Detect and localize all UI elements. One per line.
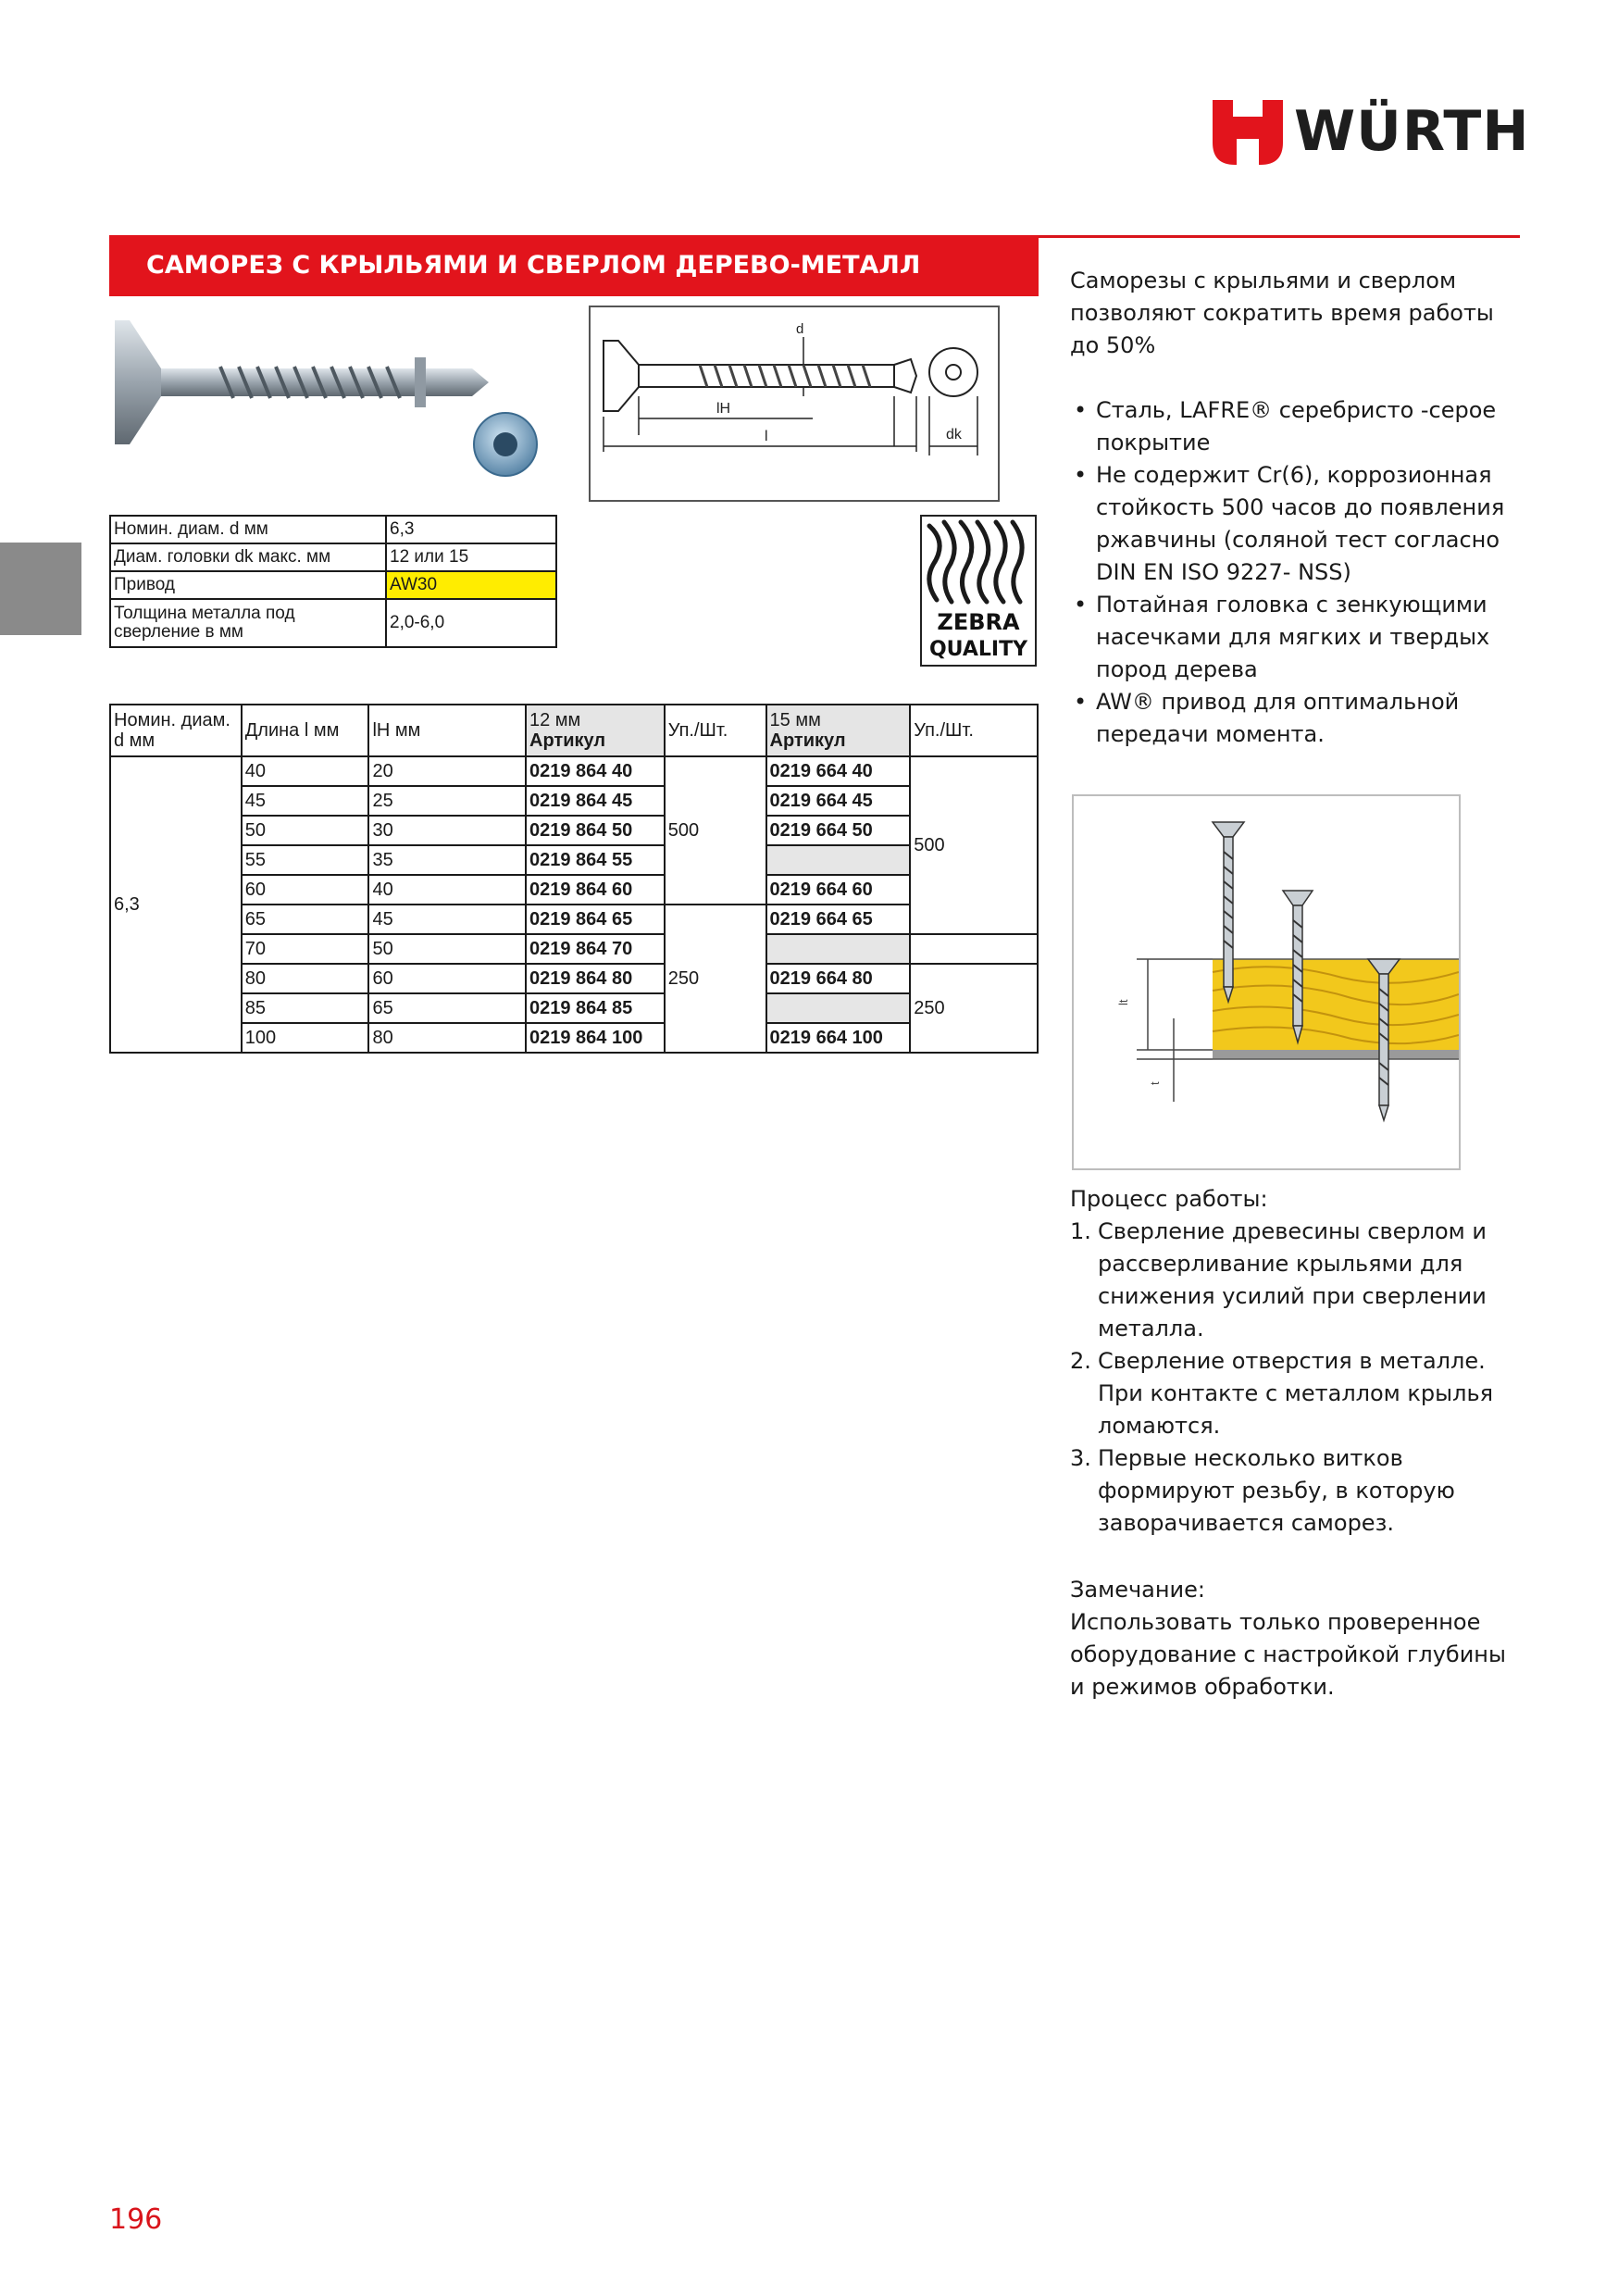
step-number: 2. [1070,1348,1091,1374]
article-12-cell: 0219 864 50 [526,816,665,845]
process-section [1070,1183,1524,1540]
spec-label: Номин. диам. d мм [110,516,386,543]
dim-d: d [796,321,804,337]
list-item: • Не содержит Cr(6), коррозионная стойкость 500 часов до появления ржавчины (соляной тест согласно DIN EN ISO 9227- NSS) [1070,459,1514,589]
table-row [110,845,1038,875]
article-15-cell: 0219 664 45 [766,786,911,816]
spec-row [110,599,556,647]
length-cell: 50 [242,816,369,845]
header-15mm-article: Артикул [769,730,846,751]
note-heading: Замечание: [1070,1577,1205,1603]
length-cell: 55 [242,845,369,875]
article-15-cell: 0219 664 40 [766,756,911,786]
dim-lh: lH [716,401,731,417]
article-12-cell: 0219 864 85 [526,993,665,1023]
table-row [110,905,1038,934]
table-row [110,756,1038,786]
lh-cell: 20 [368,756,526,786]
table-row [110,934,1038,964]
length-cell: 80 [242,964,369,993]
spec-label: Диам. головки dk макс. мм [110,543,386,571]
note-text: Использовать только проверенное оборудование с настройкой глубины и режимов обработки. [1070,1609,1506,1700]
header-pack-1: Уп./Шт. [665,705,766,756]
note-section [1070,1574,1524,1703]
list-item [1070,1442,1524,1540]
article-12-cell: 0219 864 65 [526,905,665,934]
article-12-cell: 0219 864 100 [526,1023,665,1053]
page-number: 196 [109,2203,163,2236]
article-15-cell: 0219 664 60 [766,875,911,905]
length-cell: 40 [242,756,369,786]
spec-value: 2,0-6,0 [386,599,556,647]
table-header-row [110,705,1038,756]
zebra-quality-badge [920,515,1037,667]
zebra-label: ZEBRA [937,609,1020,635]
length-cell: 100 [242,1023,369,1053]
quality-label: QUALITY [928,638,1028,661]
spec-label: Привод [110,571,386,599]
process-heading: Процесс работы: [1070,1186,1268,1212]
table-row [110,786,1038,816]
spec-value: AW30 [386,571,556,599]
article-15-cell: 0219 664 100 [766,1023,911,1053]
header-12mm-size: 12 мм [529,710,581,730]
spec-row [110,571,556,599]
pack-1-cell: 250 [665,905,766,1053]
header-12mm [526,705,665,756]
spec-row [110,543,556,571]
length-cell: 70 [242,934,369,964]
header-15mm-size: 15 мм [769,710,821,730]
step-number: 1. [1070,1218,1091,1244]
length-cell: 60 [242,875,369,905]
list-item [1070,1345,1524,1442]
spec-table [109,515,557,648]
section-tab [0,543,81,635]
diam-cell: 6,3 [110,756,242,1053]
article-12-cell: 0219 864 70 [526,934,665,964]
lh-cell: 50 [368,934,526,964]
step-text: Сверление отверстия в металле. При контакте с металлом крылья ломаются. [1098,1348,1494,1439]
lh-cell: 40 [368,875,526,905]
technical-drawing [589,306,1000,502]
page-title: САМОРЕЗ С КРЫЛЬЯМИ И СВЕРЛОМ ДЕРЕВО-МЕТАЛЛ [146,251,921,280]
header-15mm [766,705,911,756]
header-pack-2: Уп./Шт. [910,705,1038,756]
article-table [109,704,1039,1054]
article-15-cell: 0219 664 50 [766,816,911,845]
step-text: Сверление древесины сверлом и рассверливание крыльями для снижения усилий при сверлении металла. [1098,1218,1487,1341]
article-15-cell: 0219 664 65 [766,905,911,934]
spec-label: Толщина металла под сверление в мм [110,599,386,647]
pack-2-cell: 250 [910,964,1038,1053]
brand-name: WÜRTH [1294,99,1530,164]
step-text: Первые несколько витков формируют резьбу, в которую заворачивается саморез. [1098,1445,1455,1536]
pack-2-cell: 500 [910,756,1038,934]
header-diam: Номин. диам. d мм [110,705,242,756]
list-item: • Потайная головка с зенкующими насечками для мягких и твердых пород дерева [1070,589,1514,686]
dim-l: l [765,429,768,444]
header-length: Длина l мм [242,705,369,756]
table-row [110,875,1038,905]
list-item [1070,1216,1524,1345]
table-row [110,1023,1038,1053]
brand-logo [1211,96,1530,167]
list-item: • Сталь, LAFRE® серебристо -серое покрытие [1070,394,1514,459]
table-row [110,816,1038,845]
article-15-cell: 0219 664 80 [766,964,911,993]
article-12-cell: 0219 864 45 [526,786,665,816]
header-12mm-article: Артикул [529,730,606,751]
article-12-cell: 0219 864 40 [526,756,665,786]
pack-1-cell: 500 [665,756,766,905]
spec-value: 6,3 [386,516,556,543]
svg-text:t: t [1148,1081,1162,1085]
step-number: 3. [1070,1445,1091,1471]
title-bar [109,235,1039,296]
lh-cell: 60 [368,964,526,993]
length-cell: 65 [242,905,369,934]
article-12-cell: 0219 864 80 [526,964,665,993]
feature-list [1070,394,1514,751]
spec-value: 12 или 15 [386,543,556,571]
length-cell: 85 [242,993,369,1023]
header-rule [1039,235,1520,238]
process-illustration [1072,794,1461,1170]
intro-text: Саморезы с крыльями и сверлом позволяют сократить время работы до 50% [1070,268,1494,358]
lh-cell: 80 [368,1023,526,1053]
list-item: • AW® привод для оптимальной передачи момента. [1070,686,1514,751]
length-cell: 45 [242,786,369,816]
article-12-cell: 0219 864 60 [526,875,665,905]
article-15-cell [766,845,911,875]
lh-cell: 25 [368,786,526,816]
table-row [110,964,1038,993]
article-15-cell [766,934,911,964]
pack-2-empty-cell [910,934,1038,964]
product-photo [109,315,554,509]
dim-dk: dk [946,427,962,443]
table-row [110,993,1038,1023]
spec-row [110,516,556,543]
svg-text:lt: lt [1116,999,1130,1005]
lh-cell: 45 [368,905,526,934]
lh-cell: 30 [368,816,526,845]
article-12-cell: 0219 864 55 [526,845,665,875]
article-15-cell [766,993,911,1023]
wuerth-logo-icon [1211,96,1285,167]
lh-cell: 35 [368,845,526,875]
header-lh: lH мм [368,705,526,756]
lh-cell: 65 [368,993,526,1023]
process-steps [1070,1216,1524,1540]
